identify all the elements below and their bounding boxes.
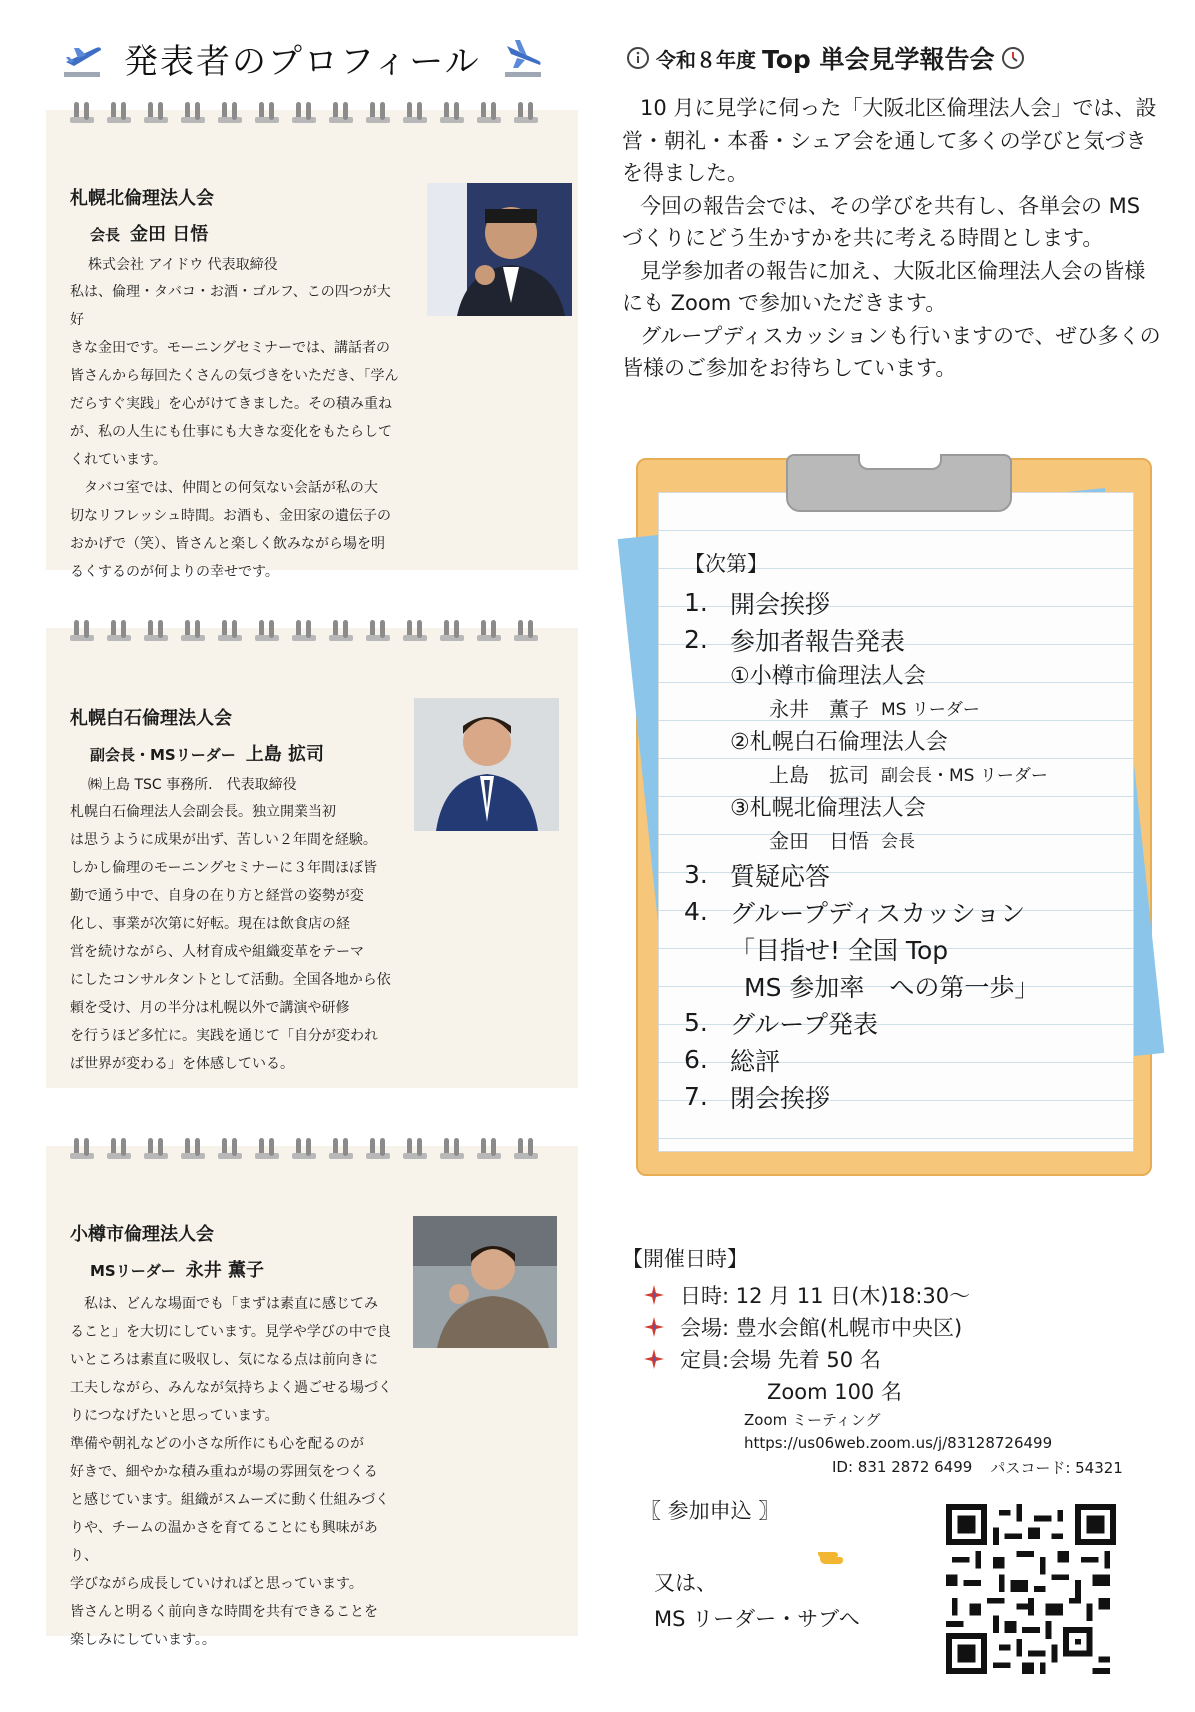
agenda-item: 6. 総評 (684, 1045, 781, 1076)
zoom-credentials: ID: 831 2872 6499 パスコード: 54321 (832, 1458, 1123, 1477)
event-info-heading: 【開催日時】 (622, 1247, 748, 1271)
event-info (622, 1243, 1162, 1479)
apply-or: 又は、 (654, 1571, 717, 1595)
presenter-role-name: 会長 金田 日悟 (90, 224, 209, 245)
presenter-card-kaneda (46, 110, 578, 580)
presenter-card-nagai (46, 1146, 578, 1648)
presenter-photo (427, 183, 572, 316)
agenda-item: 7. 閉会挨拶 (684, 1082, 831, 1113)
notebook-rings (70, 620, 570, 648)
presenter-card-ueshima (46, 628, 578, 1088)
presenter-org: 札幌北倫理法人会 (70, 188, 214, 209)
event-year: 令和８年度 (656, 47, 756, 72)
presenter-bio: 私は、倫理・タバコ・お酒・ゴルフ、この四つが大好 きな金田です。モーニングセミナーでは、講話者の 皆さんから毎回たくさんの気づきをいただき、「学ん だらすぐ実践」を心がけてきました。その積み重ね が、私の人生にも仕事にも大きな変化をもたらして くれています。 タバコ室では、仲間との何気ない会話が私の大 切なリフレッシュ時間。お酒も、金田家の遺伝子の おかげで（笑）、皆さんと楽しく飲みながら場を明 るくするのが何よりの幸せです。 (70, 284, 399, 580)
presenter-org: 小樽市倫理法人会 (70, 1224, 214, 1245)
qr-code[interactable] (946, 1504, 1116, 1674)
info-icon (626, 46, 650, 70)
agenda-theme: MS 参加率 への第一歩」 (744, 972, 1040, 1002)
clipboard-clip (786, 454, 1012, 512)
agenda-subitem: ①小樽市倫理法人会 (730, 663, 926, 689)
event-datetime: 日時: 12 月 11 日(木)18:30～ (622, 1279, 1162, 1311)
apply-heading: 〖 参加申込 〗 (640, 1499, 780, 1523)
agenda-presenter: 上島 拡司 副会長・MS リーダー (769, 762, 1048, 787)
apply-section (640, 1495, 900, 1633)
zoom-link[interactable]: https://us06web.zoom.us/j/83128726499 (744, 1434, 1053, 1452)
agenda-item: 3. 質疑応答 (684, 860, 831, 891)
plane-icon (60, 36, 104, 80)
agenda-item: 5. グループ発表 (684, 1008, 879, 1039)
event-venue: 会場: 豊水会館(札幌市中央区) (622, 1311, 1162, 1343)
event-title-text: Top 単会見学報告会 (762, 45, 995, 74)
presenter-company: ㈱上島 TSC 事務所. 代表取締役 (88, 777, 297, 793)
presenter-photo (414, 698, 559, 831)
sparkle-icon (642, 1283, 666, 1307)
event-capacity: 定員:会場 先着 50 名 (622, 1343, 1162, 1375)
notebook-rings (70, 102, 570, 130)
notebook-rings (70, 1138, 570, 1166)
presenter-company: 株式会社 アイドウ 代表取締役 (88, 257, 278, 273)
presenter-org: 札幌白石倫理法人会 (70, 708, 232, 729)
event-intro: 10 月に見学に伺った「大阪北区倫理法人会」では、設営・朝礼・本番・シェア会を通して多くの学びと気づきを得ました。 今回の報告会では、その学びを共有し、各単会の MS づくりにどう生かすかを共に考える時間とします。 見学参加者の報告に加え、大阪北区倫理法人会の皆様にも Zoom で参加いただきます。 グループディスカッションも行いますので、ぜひ多くの皆様のご参加をお待ちしています。 (622, 96, 1161, 380)
clock-icon (1001, 46, 1025, 70)
agenda-clipboard (636, 458, 1156, 1178)
plane-icon (501, 36, 545, 80)
presenter-bio: 札幌白石倫理法人会副会長。独立開業当初 は思うように成果が出ず、苦しい２年間を経験。 しかし倫理のモーニングセミナーに３年間ほぼ皆 勤で通う中で、自身の在り方と経営の姿勢が変 化し、事業が次第に好転。現在は飲食店の経 営を続けながら、人材育成や組織変革をテーマ にしたコンサルタントとして活動。全国各地から依 頼を受け、月の半分は札幌以外で講演や研修 を行うほど多忙に。実践を通じて「自分が変われ ば世界が変わる」を体感している。 (70, 804, 391, 1072)
agenda-subitem: ③札幌北倫理法人会 (730, 795, 926, 821)
agenda-presenter: 永井 薫子 MS リーダー (769, 696, 980, 721)
presenter-role-name: 副会長・MSリーダー 上島 拡司 (90, 744, 325, 765)
agenda-item: 2. 参加者報告発表 (684, 625, 906, 656)
zoom-label: Zoom ミーティング (744, 1410, 881, 1429)
sparkle-icon (642, 1315, 666, 1339)
sparkle-icon (642, 1347, 666, 1371)
agenda-item: 1. 開会挨拶 (684, 588, 831, 619)
agenda-theme: 「目指せ! 全国 Top (730, 935, 949, 965)
profile-header (60, 28, 560, 88)
presenter-role-name: MSリーダー 永井 薫子 (90, 1260, 265, 1281)
agenda-list (684, 548, 1124, 1115)
event-title (626, 38, 1146, 78)
profile-title: 発表者のプロフィール (124, 41, 481, 82)
agenda-item: 4. グループディスカッション (684, 897, 1026, 928)
agenda-presenter: 金田 日悟 会長 (769, 828, 915, 853)
pointing-hand-icon (816, 1542, 846, 1568)
presenter-photo (413, 1216, 557, 1348)
event-capacity-zoom: Zoom 100 名 (767, 1380, 902, 1404)
agenda-subitem: ②札幌白石倫理法人会 (730, 729, 948, 755)
apply-contact: MS リーダー・サブへ (654, 1607, 860, 1631)
agenda-heading: 【次第】 (684, 552, 768, 576)
presenter-bio: 私は、どんな場面でも「まずは素直に感じてみ ること」を大切にしています。見学や学びの中で良 いところは素直に吸収し、気になる点は前向きに 工夫しながら、みんなが気持ちよく過ごせる場づく りにつなげたいと思っています。 準備や朝礼などの小さな所作にも心を配るのが 好きで、細やかな積み重ねが場の雰囲気をつくる と感じています。組織がスムーズに動く仕組みづく りや、チームの温かさを育てることにも興味があり、 学びながら成長していければと思っています。 皆さんと明るく前向きな時間を共有できることを 楽しみにしています。。 (70, 1296, 392, 1648)
